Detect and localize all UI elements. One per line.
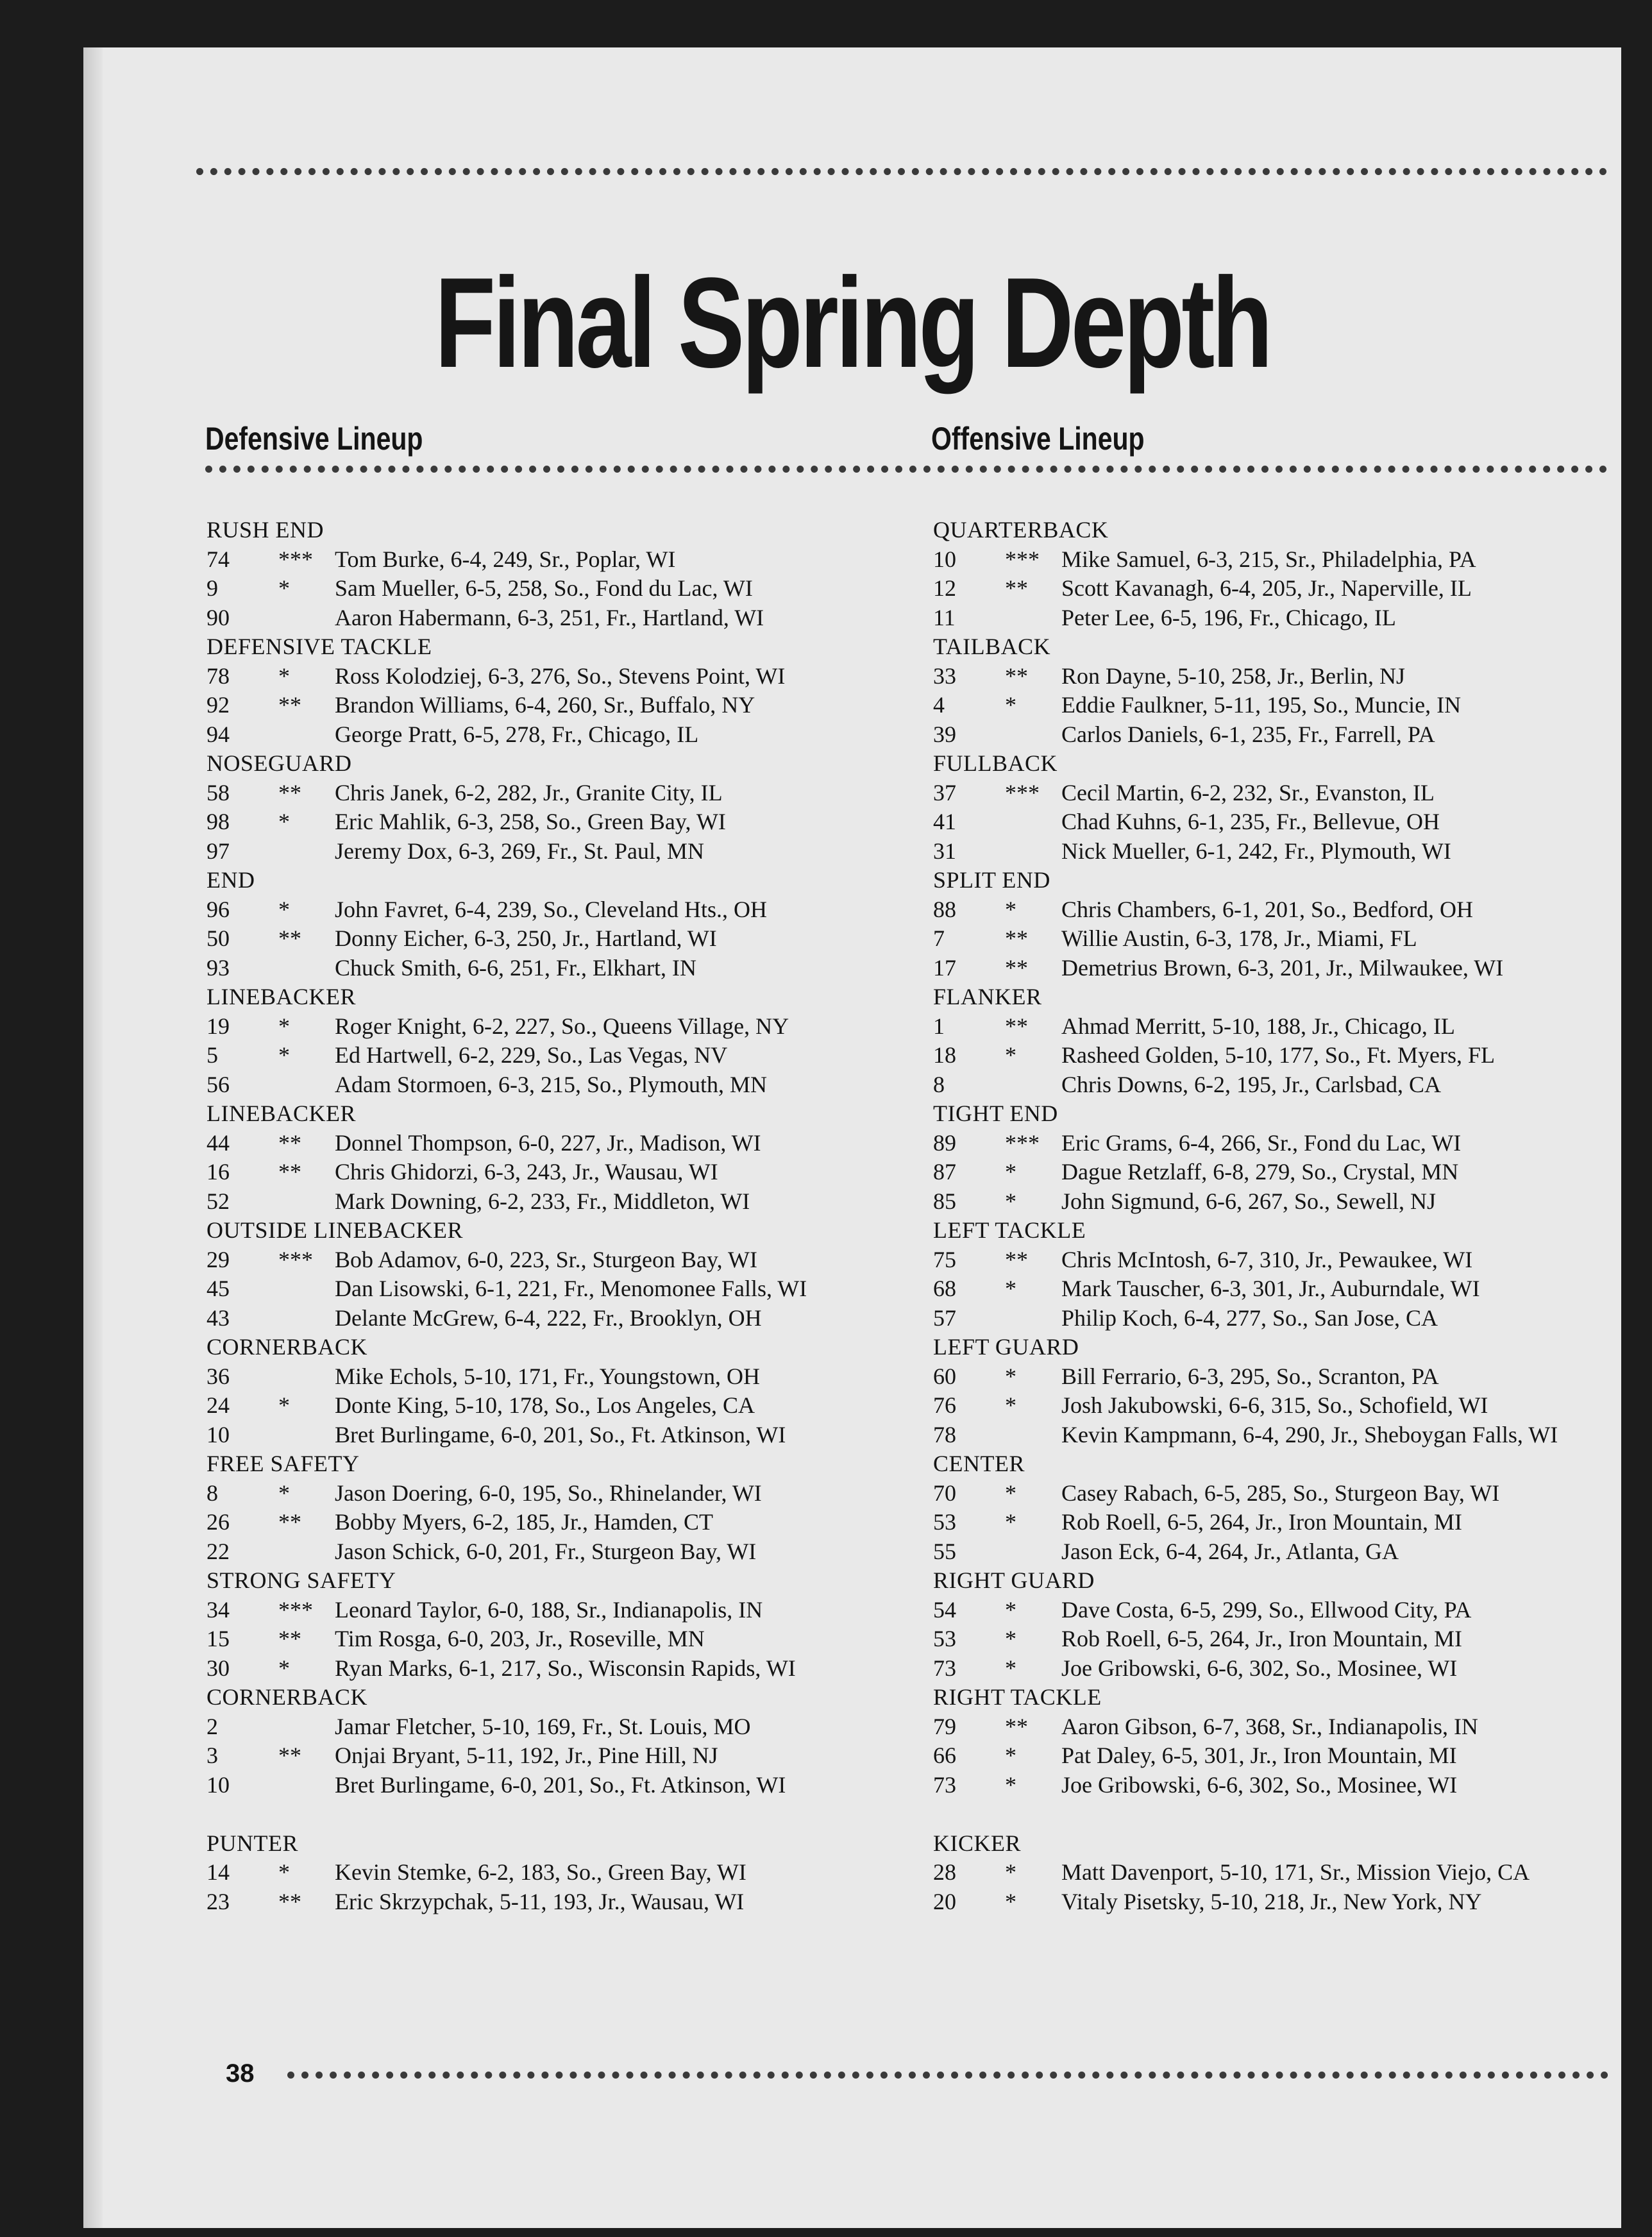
position-heading: LINEBACKER <box>206 984 356 1009</box>
player-info: Philip Koch, 6-4, 277, So., San Jose, CA <box>1061 1304 1438 1331</box>
letters-won-marker: * <box>278 1392 290 1418</box>
player-info: Eddie Faulkner, 5-11, 195, So., Muncie, IN <box>1061 692 1462 718</box>
player-row <box>206 1391 944 1421</box>
jersey-number: 75 <box>933 1246 956 1272</box>
jersey-number: 98 <box>206 809 230 834</box>
jersey-number: 74 <box>206 546 230 572</box>
letters-won-marker: *** <box>278 1246 313 1272</box>
player-row <box>206 954 944 983</box>
letters-won-marker: * <box>1005 1888 1016 1914</box>
jersey-number: 16 <box>206 1159 230 1185</box>
jersey-number: 52 <box>206 1188 230 1214</box>
position-heading: SPLIT END <box>933 867 1050 893</box>
jersey-number: 34 <box>206 1596 230 1623</box>
jersey-number: 60 <box>933 1363 956 1389</box>
player-row <box>206 1304 944 1333</box>
player-row <box>933 1041 1621 1070</box>
player-info: Rasheed Golden, 5-10, 177, So., Ft. Myers, FL <box>1061 1042 1495 1068</box>
player-info: Cecil Martin, 6-2, 232, Sr., Evanston, IL <box>1061 779 1435 806</box>
jersey-number: 97 <box>206 838 230 864</box>
letters-won-marker: ** <box>1005 1713 1028 1739</box>
player-info: Donny Eicher, 6-3, 250, Jr., Hartland, WI <box>335 925 717 951</box>
jersey-number: 89 <box>933 1129 956 1156</box>
player-info: Leonard Taylor, 6-0, 188, Sr., Indianapolis, IN <box>335 1596 763 1623</box>
jersey-number: 14 <box>206 1859 230 1885</box>
jersey-number: 3 <box>206 1743 218 1768</box>
position-heading: CENTER <box>933 1451 1025 1476</box>
player-info: Chris Ghidorzi, 6-3, 243, Jr., Wausau, WI <box>335 1159 718 1185</box>
player-info: Dague Retzlaff, 6-8, 279, So., Crystal, MN <box>1061 1159 1459 1185</box>
player-info: John Sigmund, 6-6, 267, So., Sewell, NJ <box>1061 1188 1437 1214</box>
jersey-number: 30 <box>206 1655 230 1681</box>
player-row <box>933 954 1621 983</box>
player-row <box>206 924 944 954</box>
player-row <box>933 779 1621 808</box>
position-heading: LEFT GUARD <box>933 1334 1079 1360</box>
player-info: Joe Gribowski, 6-6, 302, So., Mosinee, WI <box>1061 1655 1458 1681</box>
letters-won-marker: ** <box>278 925 301 951</box>
player-info: Jason Eck, 6-4, 264, Jr., Atlanta, GA <box>1061 1538 1399 1564</box>
jersey-number: 8 <box>206 1480 218 1506</box>
position-heading: PUNTER <box>206 1830 299 1856</box>
player-info: Bill Ferrario, 6-3, 295, So., Scranton, PA <box>1061 1363 1439 1389</box>
player-row <box>933 1362 1621 1392</box>
player-info: Adam Stormoen, 6-3, 215, So., Plymouth, MN <box>335 1071 768 1097</box>
player-row <box>206 1158 944 1187</box>
player-row <box>206 1858 944 1887</box>
player-row <box>933 662 1621 691</box>
letters-won-marker: * <box>1005 1743 1016 1768</box>
letters-won-marker: *** <box>1005 1129 1040 1156</box>
player-info: Rob Roell, 6-5, 264, Jr., Iron Mountain, MI <box>1061 1509 1462 1535</box>
player-row <box>933 1129 1621 1158</box>
letters-won-marker: ** <box>278 1888 301 1914</box>
player-row <box>206 1596 944 1625</box>
player-row <box>933 807 1621 837</box>
jersey-number: 20 <box>933 1888 956 1914</box>
letters-won-marker: *** <box>278 1596 313 1623</box>
offensive-roster <box>933 516 1621 1916</box>
letters-won-marker: * <box>1005 1042 1016 1068</box>
player-info: Bob Adamov, 6-0, 223, Sr., Sturgeon Bay, WI <box>335 1246 757 1272</box>
jersey-number: 79 <box>933 1713 956 1739</box>
letters-won-marker: * <box>1005 1188 1016 1214</box>
player-row <box>206 1625 944 1654</box>
jersey-number: 12 <box>933 575 956 601</box>
player-info: Peter Lee, 6-5, 196, Fr., Chicago, IL <box>1061 604 1396 630</box>
jersey-number: 96 <box>206 896 230 922</box>
player-info: Dan Lisowski, 6-1, 221, Fr., Menomonee Falls, WI <box>335 1276 807 1301</box>
letters-won-marker: ** <box>1005 954 1028 981</box>
jersey-number: 39 <box>933 721 956 747</box>
jersey-number: 78 <box>206 663 230 689</box>
jersey-number: 92 <box>206 692 230 718</box>
player-row <box>206 895 944 925</box>
player-info: Tom Burke, 6-4, 249, Sr., Poplar, WI <box>335 546 676 572</box>
player-info: Donte King, 5-10, 178, So., Los Angeles, CA <box>335 1392 755 1418</box>
defensive-roster <box>206 516 944 1916</box>
letters-won-marker: * <box>1005 1276 1016 1301</box>
player-info: Eric Mahlik, 6-3, 258, So., Green Bay, WI <box>335 809 726 834</box>
jersey-number: 2 <box>206 1713 218 1739</box>
position-heading: FLANKER <box>933 984 1042 1009</box>
letters-won-marker: * <box>278 1655 290 1681</box>
player-info: Jamar Fletcher, 5-10, 169, Fr., St. Louis, MO <box>335 1713 751 1739</box>
jersey-number: 33 <box>933 663 956 689</box>
player-row <box>933 1537 1621 1567</box>
letters-won-marker: ** <box>1005 575 1028 601</box>
position-heading: RIGHT GUARD <box>933 1567 1095 1593</box>
jersey-number: 5 <box>206 1042 218 1068</box>
jersey-number: 53 <box>933 1509 956 1535</box>
player-row <box>933 1391 1621 1421</box>
letters-won-marker: * <box>278 1859 290 1885</box>
letters-won-marker: ** <box>1005 663 1028 689</box>
player-info: Joe Gribowski, 6-6, 302, So., Mosinee, WI <box>1061 1771 1458 1798</box>
player-row <box>933 1070 1621 1100</box>
jersey-number: 88 <box>933 896 956 922</box>
jersey-number: 37 <box>933 779 956 806</box>
position-heading: END <box>206 867 255 893</box>
jersey-number: 68 <box>933 1276 956 1301</box>
player-info: George Pratt, 6-5, 278, Fr., Chicago, IL <box>335 721 699 747</box>
player-row <box>933 604 1621 633</box>
position-heading: LINEBACKER <box>206 1101 356 1126</box>
position-heading: LEFT TACKLE <box>933 1217 1086 1243</box>
letters-won-marker: * <box>1005 1392 1016 1418</box>
player-info: Jason Schick, 6-0, 201, Fr., Sturgeon Bay, WI <box>335 1538 757 1564</box>
player-row <box>933 924 1621 954</box>
player-row <box>206 837 944 866</box>
position-heading: DEFENSIVE TACKLE <box>206 634 432 659</box>
player-row <box>933 574 1621 604</box>
player-info: Delante McGrew, 6-4, 222, Fr., Brooklyn, OH <box>335 1304 762 1331</box>
player-info: Vitaly Pisetsky, 5-10, 218, Jr., New York, NY <box>1061 1888 1482 1914</box>
jersey-number: 90 <box>206 604 230 630</box>
jersey-number: 9 <box>206 575 218 601</box>
player-row <box>206 1537 944 1567</box>
player-row <box>933 1187 1621 1217</box>
letters-won-marker: * <box>1005 1626 1016 1651</box>
jersey-number: 54 <box>933 1596 956 1623</box>
position-heading: CORNERBACK <box>206 1684 368 1710</box>
jersey-number: 15 <box>206 1626 230 1651</box>
jersey-number: 45 <box>206 1276 230 1301</box>
position-heading: FULLBACK <box>933 750 1058 776</box>
position-heading: TAILBACK <box>933 634 1051 659</box>
player-info: Roger Knight, 6-2, 227, So., Queens Village, NY <box>335 1013 789 1039</box>
player-info: Kevin Stemke, 6-2, 183, So., Green Bay, WI <box>335 1859 746 1885</box>
player-info: Chris Janek, 6-2, 282, Jr., Granite City, IL <box>335 779 723 806</box>
player-row <box>206 1274 944 1304</box>
jersey-number: 56 <box>206 1071 230 1097</box>
player-info: Chris Chambers, 6-1, 201, So., Bedford, OH <box>1061 896 1473 922</box>
player-row <box>933 1304 1621 1333</box>
jersey-number: 31 <box>933 838 956 864</box>
player-row <box>206 1362 944 1392</box>
player-info: Ron Dayne, 5-10, 258, Jr., Berlin, NJ <box>1061 663 1405 689</box>
player-row <box>206 1070 944 1100</box>
letters-won-marker: * <box>1005 1159 1016 1185</box>
player-row <box>933 1479 1621 1508</box>
player-info: Ed Hartwell, 6-2, 229, So., Las Vegas, NV <box>335 1042 728 1068</box>
player-info: Tim Rosga, 6-0, 203, Jr., Roseville, MN <box>335 1626 705 1651</box>
letters-won-marker: ** <box>1005 1013 1028 1039</box>
player-info: Eric Skrzypchak, 5-11, 193, Jr., Wausau, WI <box>335 1888 745 1914</box>
jersey-number: 70 <box>933 1480 956 1506</box>
page-spine-shadow <box>83 47 103 2228</box>
jersey-number: 22 <box>206 1538 230 1564</box>
jersey-number: 7 <box>933 925 945 951</box>
player-row <box>206 1187 944 1217</box>
jersey-number: 53 <box>933 1626 956 1651</box>
player-row <box>206 1129 944 1158</box>
letters-won-marker: * <box>278 896 290 922</box>
position-heading: NOSEGUARD <box>206 750 352 776</box>
section-spacer <box>206 1800 944 1829</box>
player-info: Ahmad Merritt, 5-10, 188, Jr., Chicago, IL <box>1061 1013 1455 1039</box>
position-heading: QUARTERBACK <box>933 517 1109 543</box>
position-heading: RUSH END <box>206 517 324 543</box>
player-row <box>206 574 944 604</box>
player-info: John Favret, 6-4, 239, So., Cleveland Hts., OH <box>335 896 767 922</box>
player-row <box>933 1858 1621 1887</box>
player-info: Mike Echols, 5-10, 171, Fr., Youngstown, OH <box>335 1363 761 1389</box>
letters-won-marker: ** <box>278 779 301 806</box>
player-info: Jason Doering, 6-0, 195, So., Rhinelander, WI <box>335 1480 762 1506</box>
heading-dotted-rule <box>205 466 1607 473</box>
jersey-number: 76 <box>933 1392 956 1418</box>
jersey-number: 10 <box>206 1421 230 1448</box>
player-row <box>206 1712 944 1742</box>
player-info: Ryan Marks, 6-1, 217, So., Wisconsin Rapids, WI <box>335 1655 796 1681</box>
position-heading: OUTSIDE LINEBACKER <box>206 1217 463 1243</box>
position-heading: CORNERBACK <box>206 1334 368 1360</box>
player-row <box>933 1654 1621 1684</box>
player-row <box>206 1421 944 1450</box>
page-title: Final Spring Depth <box>434 251 1270 394</box>
jersey-number: 4 <box>933 692 945 718</box>
jersey-number: 8 <box>933 1071 945 1097</box>
letters-won-marker: * <box>1005 1596 1016 1623</box>
player-info: Mark Tauscher, 6-3, 301, Jr., Auburndale, WI <box>1061 1276 1480 1301</box>
player-info: Chad Kuhns, 6-1, 235, Fr., Bellevue, OH <box>1061 809 1440 834</box>
player-info: Sam Mueller, 6-5, 258, So., Fond du Lac, WI <box>335 575 753 601</box>
letters-won-marker: ** <box>1005 1246 1028 1272</box>
player-info: Dave Costa, 6-5, 299, So., Ellwood City, PA <box>1061 1596 1472 1623</box>
player-info: Mike Samuel, 6-3, 215, Sr., Philadelphia, PA <box>1061 546 1476 572</box>
letters-won-marker: * <box>278 1480 290 1506</box>
page-number: 38 <box>226 2059 255 2088</box>
jersey-number: 28 <box>933 1859 956 1885</box>
player-info: Scott Kavanagh, 6-4, 205, Jr., Naperville, IL <box>1061 575 1472 601</box>
player-row <box>206 720 944 750</box>
jersey-number: 1 <box>933 1013 945 1039</box>
jersey-number: 55 <box>933 1538 956 1564</box>
player-info: Bret Burlingame, 6-0, 201, So., Ft. Atkinson, WI <box>335 1421 786 1448</box>
letters-won-marker: * <box>1005 692 1016 718</box>
jersey-number: 44 <box>206 1129 230 1156</box>
letters-won-marker: ** <box>278 1129 301 1156</box>
offensive-lineup-heading: Offensive Lineup <box>931 421 1145 457</box>
jersey-number: 93 <box>206 954 230 981</box>
jersey-number: 57 <box>933 1304 956 1331</box>
player-info: Brandon Williams, 6-4, 260, Sr., Buffalo, NY <box>335 692 755 718</box>
letters-won-marker: *** <box>1005 779 1040 806</box>
player-row <box>933 1421 1621 1450</box>
player-row <box>933 895 1621 925</box>
position-heading: STRONG SAFETY <box>206 1567 396 1593</box>
player-info: Pat Daley, 6-5, 301, Jr., Iron Mountain, MI <box>1061 1743 1457 1768</box>
player-row <box>933 1771 1621 1800</box>
player-info: Willie Austin, 6-3, 178, Jr., Miami, FL <box>1061 925 1417 951</box>
player-row <box>206 1041 944 1070</box>
jersey-number: 23 <box>206 1888 230 1914</box>
position-heading: KICKER <box>933 1830 1021 1856</box>
player-info: Aaron Habermann, 6-3, 251, Fr., Hartland, WI <box>335 604 764 630</box>
player-row <box>206 1741 944 1771</box>
player-row <box>933 545 1621 575</box>
player-info: Nick Mueller, 6-1, 242, Fr., Plymouth, WI <box>1061 838 1451 864</box>
jersey-number: 10 <box>933 546 956 572</box>
jersey-number: 87 <box>933 1159 956 1185</box>
player-row <box>206 1654 944 1684</box>
player-row <box>933 1596 1621 1625</box>
position-heading: TIGHT END <box>933 1101 1058 1126</box>
letters-won-marker: * <box>1005 1771 1016 1798</box>
letters-won-marker: * <box>278 1042 290 1068</box>
player-info: Mark Downing, 6-2, 233, Fr., Middleton, WI <box>335 1188 750 1214</box>
letters-won-marker: ** <box>278 1159 301 1185</box>
player-info: Josh Jakubowski, 6-6, 315, So., Schofield, WI <box>1061 1392 1488 1418</box>
jersey-number: 78 <box>933 1421 956 1448</box>
player-row <box>933 1508 1621 1537</box>
player-row <box>933 1012 1621 1042</box>
jersey-number: 73 <box>933 1771 956 1798</box>
player-info: Matt Davenport, 5-10, 171, Sr., Mission Viejo, CA <box>1061 1859 1530 1885</box>
letters-won-marker: ** <box>278 692 301 718</box>
player-info: Chris Downs, 6-2, 195, Jr., Carlsbad, CA <box>1061 1071 1441 1097</box>
player-info: Casey Rabach, 6-5, 285, So., Sturgeon Bay, WI <box>1061 1480 1500 1506</box>
player-row <box>206 1887 944 1917</box>
jersey-number: 43 <box>206 1304 230 1331</box>
letters-won-marker: * <box>278 663 290 689</box>
jersey-number: 17 <box>933 954 956 981</box>
player-row <box>206 1245 944 1275</box>
letters-won-marker: ** <box>1005 925 1028 951</box>
player-row <box>933 1887 1621 1917</box>
defensive-lineup-heading: Defensive Lineup <box>205 421 423 457</box>
jersey-number: 29 <box>206 1246 230 1272</box>
player-info: Aaron Gibson, 6-7, 368, Sr., Indianapolis, IN <box>1061 1713 1478 1739</box>
player-row <box>206 779 944 808</box>
player-info: Carlos Daniels, 6-1, 235, Fr., Farrell, PA <box>1061 721 1435 747</box>
letters-won-marker: * <box>278 809 290 834</box>
player-info: Demetrius Brown, 6-3, 201, Jr., Milwaukee, WI <box>1061 954 1504 981</box>
jersey-number: 26 <box>206 1509 230 1535</box>
player-row <box>206 1508 944 1537</box>
jersey-number: 73 <box>933 1655 956 1681</box>
letters-won-marker: * <box>1005 896 1016 922</box>
player-row <box>206 691 944 720</box>
jersey-number: 19 <box>206 1013 230 1039</box>
letters-won-marker: * <box>278 575 290 601</box>
player-info: Donnel Thompson, 6-0, 227, Jr., Madison, WI <box>335 1129 761 1156</box>
player-info: Kevin Kampmann, 6-4, 290, Jr., Sheboygan Falls, WI <box>1061 1421 1558 1448</box>
player-row <box>206 1012 944 1042</box>
top-dotted-rule <box>196 168 1607 175</box>
player-info: Jeremy Dox, 6-3, 269, Fr., St. Paul, MN <box>335 838 704 864</box>
jersey-number: 41 <box>933 809 956 834</box>
jersey-number: 18 <box>933 1042 956 1068</box>
player-row <box>933 837 1621 866</box>
player-row <box>206 1479 944 1508</box>
letters-won-marker: * <box>1005 1363 1016 1389</box>
page <box>83 47 1621 2228</box>
jersey-number: 58 <box>206 779 230 806</box>
player-row <box>206 807 944 837</box>
player-row <box>206 662 944 691</box>
letters-won-marker: * <box>278 1013 290 1039</box>
jersey-number: 50 <box>206 925 230 951</box>
letters-won-marker: * <box>1005 1509 1016 1535</box>
player-info: Bret Burlingame, 6-0, 201, So., Ft. Atkinson, WI <box>335 1771 786 1798</box>
player-info: Bobby Myers, 6-2, 185, Jr., Hamden, CT <box>335 1509 713 1535</box>
jersey-number: 94 <box>206 721 230 747</box>
letters-won-marker: ** <box>278 1509 301 1535</box>
letters-won-marker: *** <box>1005 546 1040 572</box>
player-row <box>933 1274 1621 1304</box>
player-row <box>933 1245 1621 1275</box>
position-heading: FREE SAFETY <box>206 1451 360 1476</box>
jersey-number: 36 <box>206 1363 230 1389</box>
jersey-number: 10 <box>206 1771 230 1798</box>
position-heading: RIGHT TACKLE <box>933 1684 1102 1710</box>
player-row <box>933 691 1621 720</box>
player-info: Onjai Bryant, 5-11, 192, Jr., Pine Hill, NJ <box>335 1743 718 1768</box>
letters-won-marker: ** <box>278 1743 301 1768</box>
section-spacer <box>933 1800 1621 1829</box>
player-row <box>933 1741 1621 1771</box>
jersey-number: 11 <box>933 604 956 630</box>
player-info: Ross Kolodziej, 6-3, 276, So., Stevens Point, WI <box>335 663 786 689</box>
letters-won-marker: * <box>1005 1480 1016 1506</box>
player-row <box>206 545 944 575</box>
player-info: Chuck Smith, 6-6, 251, Fr., Elkhart, IN <box>335 954 696 981</box>
player-row <box>206 604 944 633</box>
player-row <box>933 1712 1621 1742</box>
bottom-dotted-rule <box>287 2072 1608 2079</box>
player-info: Chris McIntosh, 6-7, 310, Jr., Pewaukee, WI <box>1061 1246 1473 1272</box>
player-info: Eric Grams, 6-4, 266, Sr., Fond du Lac, WI <box>1061 1129 1462 1156</box>
player-row <box>933 1158 1621 1187</box>
jersey-number: 24 <box>206 1392 230 1418</box>
letters-won-marker: ** <box>278 1626 301 1651</box>
player-row <box>933 1625 1621 1654</box>
player-info: Rob Roell, 6-5, 264, Jr., Iron Mountain, MI <box>1061 1626 1462 1651</box>
letters-won-marker: *** <box>278 546 313 572</box>
letters-won-marker: * <box>1005 1655 1016 1681</box>
jersey-number: 66 <box>933 1743 956 1768</box>
player-row <box>933 720 1621 750</box>
letters-won-marker: * <box>1005 1859 1016 1885</box>
jersey-number: 85 <box>933 1188 956 1214</box>
player-row <box>206 1771 944 1800</box>
